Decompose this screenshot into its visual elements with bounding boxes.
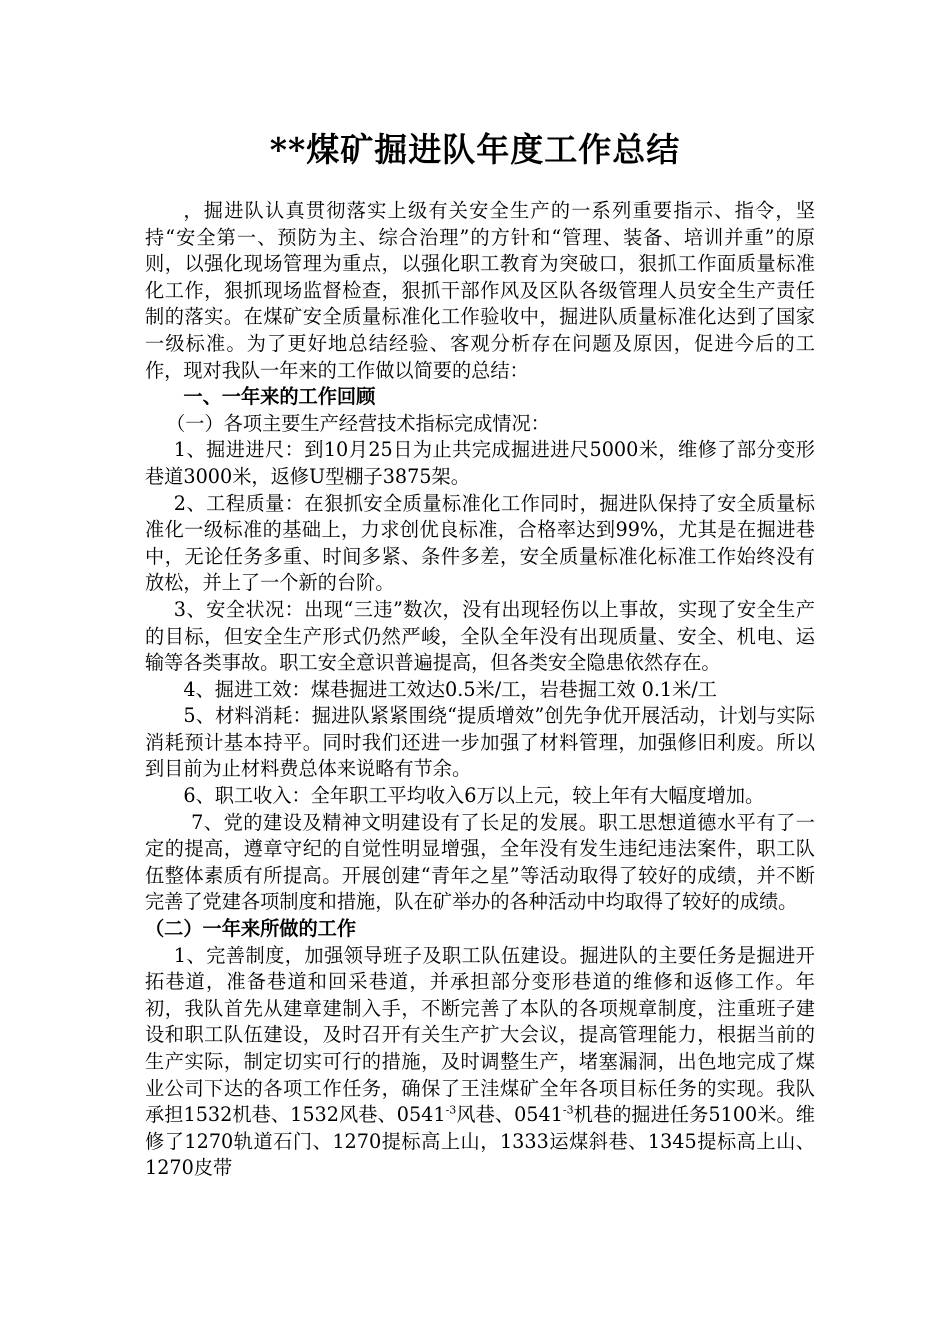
- superscript-2: -3: [562, 1103, 574, 1117]
- work-text-a: 1、完善制度，加强领导班子及职工队伍建设。掘进队的主要任务是掘进开拓巷道，准备巷道和回采巷道，并承担部分变形巷道的维修和返修工作。年初，我队首先从建章建制入手，不断完善了本队的各项规章制度，注重班子建设和职工队伍建设，及时召开有关生产扩大会议，提高管理能力，根据当前的生产实际，制定切实可行的措施，及时调整生产，堵塞漏洞，出色地完成了煤业公司下达的各项工作任务，确保了王洼煤矿全年各项目标任务的实现。我队承担1532机巷、1532风巷、0541: [145, 943, 815, 1127]
- indicator-party-building: 7、党的建设及精神文明建设有了长足的发展。职工思想道德水平有了一定的提高，遵章守纪的自觉性明显增强，全年没有发生违纪违法案件，职工队伍整体素质有所提高。开展创建“青年之星”等活动取得了较好的成绩，并不断完善了党建各项制度和措施，队在矿举办的各种活动中均取得了较好的成绩。: [145, 810, 815, 914]
- indicator-safety: 3、安全状况：出现“三违”数次，没有出现轻伤以上事故，实现了安全生产的目标，但安全生产形式仍然严峻，全队全年没有出现质量、安全、机电、运输等各类事故。职工安全意识普遍提高，但各类安全隐患依然存在。: [145, 597, 815, 675]
- superscript-1: -3: [445, 1103, 457, 1117]
- indicator-materials: 5、材料消耗：掘进队紧紧围绕“提质增效”创先争优开展活动，计划与实际消耗预计基本持平。同时我们还进一步加强了材料管理，加强修旧利废。所以到目前为止材料费总体来说略有节余。: [145, 704, 815, 781]
- work-paragraph-1: [145, 943, 815, 1182]
- indicator-footage: 1、掘进进尺：到10月25日为止共完成掘进进尺5000米，维修了部分变形巷道3000米，返修U型棚子3875架。: [145, 438, 815, 488]
- indicator-quality: 2、工程质量：在狠抓安全质量标准化工作同时，掘进队保持了安全质量标准化一级标准的基础上，力求创优良标准，合格率达到99%，尤其是在掘进巷中，无论任务多重、时间多紧、条件多差，安全质量标准化标准工作始终没有放松，并上了一个新的台阶。: [145, 491, 815, 595]
- work-text-b: 风巷、0541: [456, 1103, 563, 1127]
- subsection-heading-indicators: （一）各项主要生产经营技术指标完成情况：: [166, 411, 550, 435]
- work-text-c: 机巷的掘进任务5100米。维修了1270轨道石门、1270提标高上山，1333运煤斜巷、1345提标高上山、1270皮带: [145, 1103, 815, 1180]
- intro-paragraph: ，掘进队认真贯彻落实上级有关安全生产的一系列重要指示、指令，坚持“安全第一、预防为主、综合治理”的方针和“管理、装备、培训并重”的原则，以强化现场管理为重点，以强化职工教育为突破口，狠抓工作面质量标准化工作，狠抓现场监督检查，狠抓干部作风及区队各级管理人员安全生产责任制的落实。在煤矿安全质量标准化工作验收中，掘进队质量标准化达到了国家一级标准。为了更好地总结经验、客观分析存在问题及原因，促进今后的工作，现对我队一年来的工作做以简要的总结：: [145, 199, 815, 382]
- indicator-income: 6、职工收入：全年职工平均收入6万以上元，较上年有大幅度增加。: [183, 784, 765, 808]
- subsection-heading-work: （二）一年来所做的工作: [145, 917, 357, 941]
- document-title: **煤矿掘进队年度工作总结: [269, 130, 681, 169]
- indicator-efficiency: 4、掘进工效：煤巷掘进工效达0.5米/工，岩巷掘工效 0.1米/工: [183, 677, 717, 701]
- document-body: [145, 198, 815, 1182]
- section-heading-review: 一、一年来的工作回顾: [183, 385, 376, 409]
